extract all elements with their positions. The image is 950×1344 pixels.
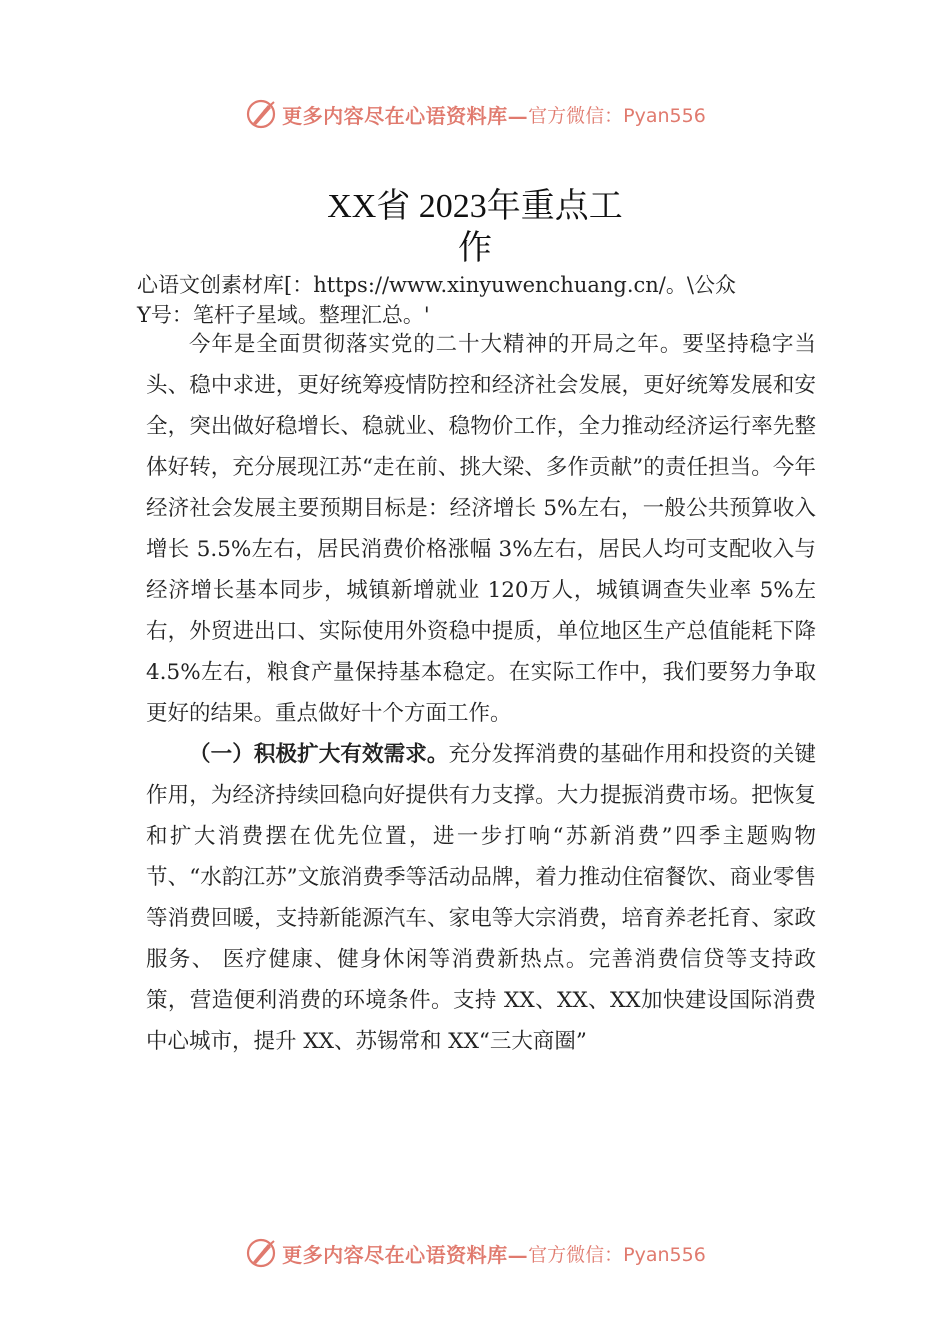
quill-logo-icon bbox=[244, 1236, 278, 1270]
banner-text: 更多内容尽在心语资料库— bbox=[282, 1242, 529, 1267]
source-line-2: Y号：笔杆子星域。整理汇总。' bbox=[137, 303, 430, 327]
banner-text: 更多内容尽在心语资料库— bbox=[282, 103, 529, 128]
source-note bbox=[137, 270, 837, 330]
title-line-2: 作 bbox=[458, 230, 492, 267]
banner-wechat: 官方微信：Pyan556 bbox=[528, 1243, 706, 1266]
paragraph-text: 今年是全面贯彻落实党的二十大精神的开局之年。要坚持稳字当头、稳中求进，更好统筹疫情防控和经济社会发展，更好统筹发展和安全，突出做好稳增长、稳就业、稳物价工作，全力推动经济运行率先整体好转，充分展现江苏“走在前、挑大梁、多作贡献”的责任担当。今年经济社会发展主要预期目标是：经济增长 5%左右，一般公共预算收入增长 5.5%左右，居民消费价格涨幅 3%左右，居民人均可支配收入与经济增长基本同步，城镇新增就业 120万人，城镇调查失业率 5%左右，外贸进出口、实际使用外资稳中提质，单位地区生产总值能耗下降 4.5%左右，粮食产量保持基本稳定。在实际工作中，我们要努力争取更好的结果。重点做好十个方面工作。 bbox=[146, 332, 816, 726]
footer-banner bbox=[0, 1233, 950, 1273]
quill-logo-icon bbox=[244, 97, 278, 131]
paragraph-text: 充分发挥消费的基础作用和投资的关键作用，为经济持续回稳向好提供有力支撑。大力提振消费市场。把恢复和扩大消费摆在优先位置，进一步打响“苏新消费”四季主题购物节、“水韵江苏”文旅消费季等活动品牌，着力推动住宿餐饮、商业零售等消费回暖，支持新能源汽车、家电等大宗消费，培育养老托育、家政服务、 医疗健康、健身休闲等消费新热点。完善消费信贷等支持政策，营造便利消费的环境条件。支持 XX、XX、XX加快建设国际消费中心城市，提升 XX、苏锡常和 XX“三大商圈” bbox=[146, 742, 816, 1054]
header-banner bbox=[0, 94, 950, 134]
banner-wechat: 官方微信：Pyan556 bbox=[528, 104, 706, 127]
title-line-1: XX省 2023年重点工 bbox=[327, 188, 623, 225]
page-title bbox=[0, 186, 950, 270]
document-body bbox=[146, 324, 816, 1062]
paragraph bbox=[146, 734, 816, 1062]
paragraph bbox=[146, 324, 816, 734]
source-line-1: 心语文创素材库[：https://www.xinyuwenchuang.cn/。\公众 bbox=[137, 273, 736, 297]
paragraph-heading: （一）积极扩大有效需求。 bbox=[189, 742, 449, 767]
